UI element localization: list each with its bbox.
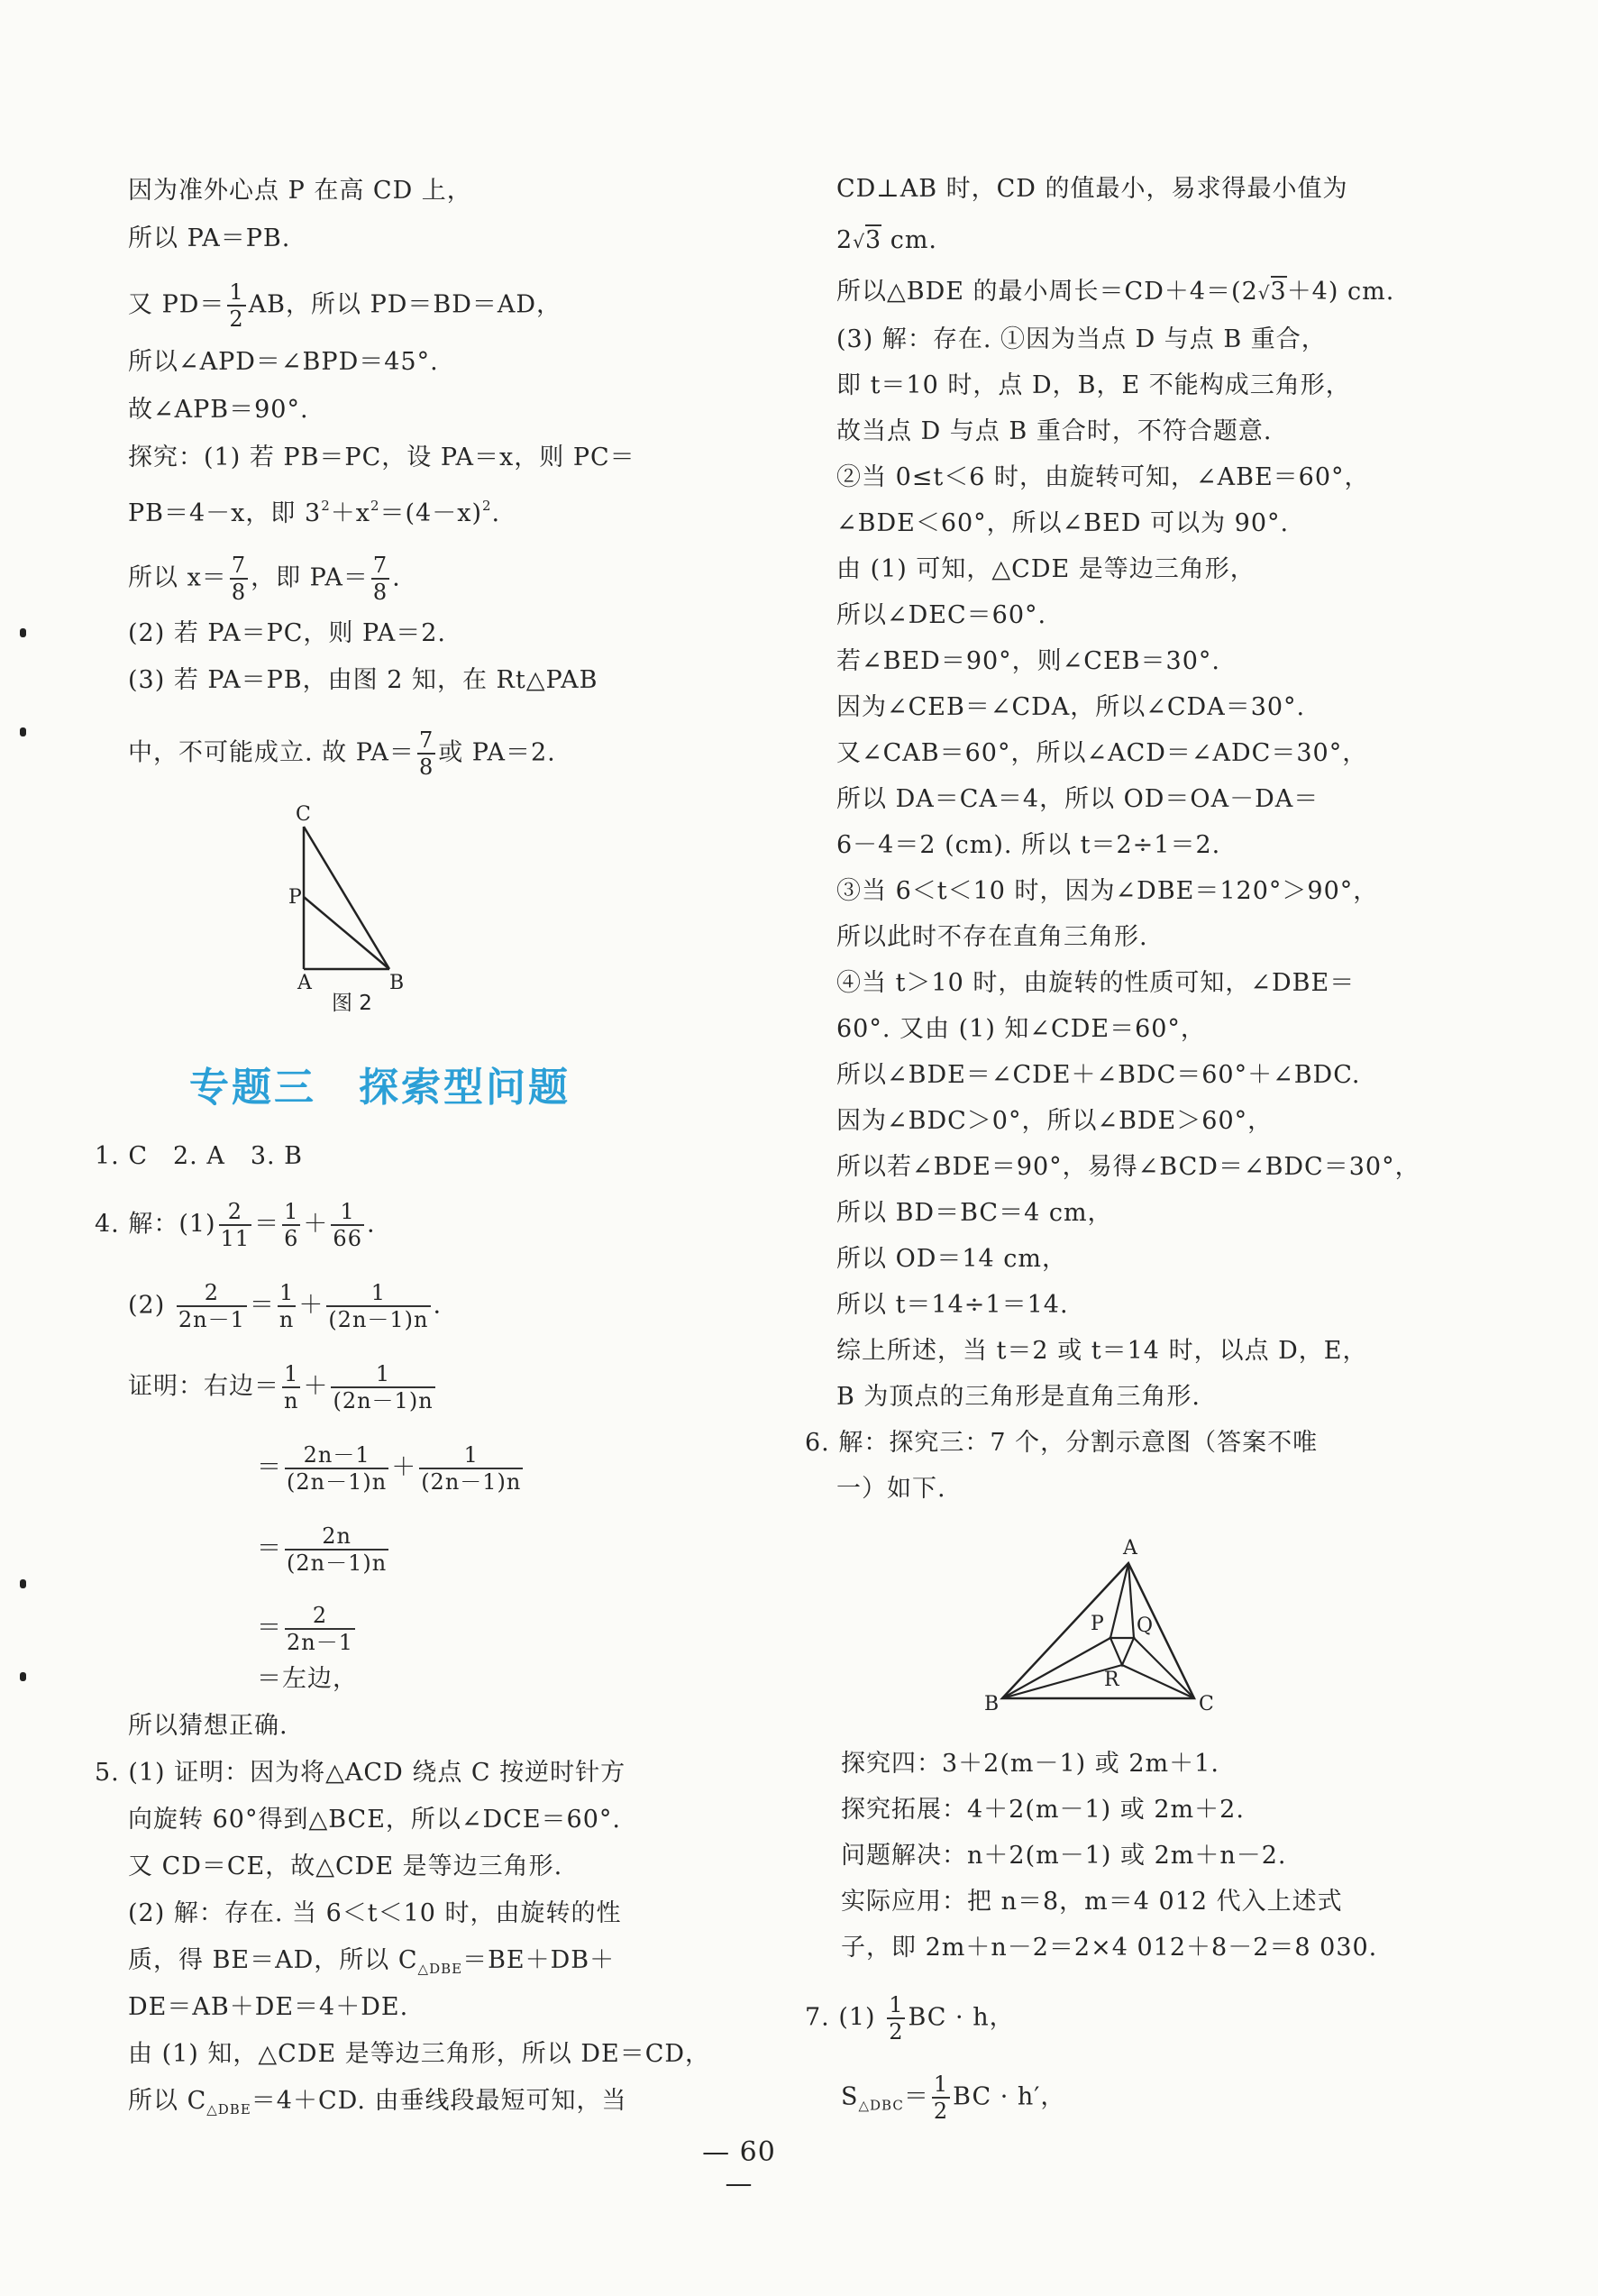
text-line: 探究四：3＋2(m－1) 或 2m＋1. xyxy=(841,1750,1219,1778)
text-line: 所以 $C_{\triangle DBE}=4+CD$. 由垂线段最短可知，当 xyxy=(128,2087,627,2118)
fraction: $\frac{2}{11}$ xyxy=(220,1199,251,1251)
text-line: 2√3 cm. xyxy=(836,226,938,254)
text-line: 若∠BED＝90°，则∠CEB＝30°. xyxy=(836,647,1220,675)
fraction: $\frac{1}{(2n-1)n}$ xyxy=(421,1442,522,1495)
text-line: (3) 若 PA＝PB，由图 2 知，在 Rt△PAB xyxy=(128,666,598,694)
text-line: 因为∠BDC＞0°，所以∠BDE＞60°， xyxy=(836,1107,1274,1135)
text-line: ＝左边， xyxy=(257,1665,358,1693)
text-line: (2) 解：存在. 当 6＜t＜10 时，由旋转的性 xyxy=(128,1899,622,1927)
text-line: 所以∠DEC＝60°. xyxy=(836,601,1047,629)
text-line: 所以 DA＝CA＝4，所以 OD＝OA－DA＝ xyxy=(836,785,1319,813)
text-line: 中，不可能成立. 故 PA＝ $\frac{7}{8}$ 或 PA＝2. xyxy=(128,727,556,780)
text-line: ②当 0≤t＜6 时，由旋转可知，∠ABE＝60°， xyxy=(836,463,1370,491)
fraction: $\frac{1}{(2n-1)n}$ xyxy=(328,1280,429,1332)
text-line: 实际应用：把 n＝8，m＝4 012 代入上述式 xyxy=(841,1888,1343,1916)
fraction: $\frac{7}{8}$ xyxy=(418,727,434,780)
label-B: B xyxy=(389,972,405,994)
text-line: 向旋转 60°得到△BCE，所以∠DCE＝60°. xyxy=(128,1806,621,1834)
text-line: ＝ $\frac{2}{2n-1}$ xyxy=(257,1603,353,1655)
text-line: ∠BDE＜60°，所以∠BED 可以为 90°. xyxy=(836,509,1290,537)
margin-mark xyxy=(20,1672,26,1681)
fraction: $\frac{1}{n}$ xyxy=(279,1280,295,1332)
figure-2 xyxy=(270,798,433,1023)
fraction: $\frac{2}{2n-1}$ xyxy=(287,1603,353,1655)
text-line: 所以猜想正确. xyxy=(128,1712,288,1740)
text-line: 60°. 又由 (1) 知∠CDE＝60°， xyxy=(836,1015,1206,1043)
text-line: ④当 t＞10 时，由旋转的性质可知，∠DBE＝ xyxy=(836,969,1356,997)
fraction: $\frac{1}{(2n-1)n}$ xyxy=(333,1361,434,1413)
text-line: 子，即 2m＋n－2＝2×4 012＋8－2＝8 030. xyxy=(841,1934,1378,1962)
text-line: ＝ $\frac{2n-1}{(2n-1)n}$ ＋ $\frac{1}{(2n-1)n}$ xyxy=(257,1442,522,1495)
text-line: 5. (1) 证明：因为将△ACD 绕点 C 按逆时针方 xyxy=(95,1759,626,1787)
fraction: $\frac{2}{2n-1}$ xyxy=(178,1280,245,1332)
text-line: 探究：(1) 若 PB＝PC，设 PA＝x，则 PC＝ xyxy=(128,444,635,471)
text-line: 探究拓展：4＋2(m－1) 或 2m＋2. xyxy=(841,1796,1245,1824)
margin-mark xyxy=(20,1579,26,1588)
fraction: $\frac{1}{2}$ xyxy=(229,279,244,332)
text-line: 又 PD＝ $\frac{1}{2}$ AB，所以 PD＝BD＝AD， xyxy=(128,279,562,332)
fraction: $\frac{2n}{(2n-1)n}$ xyxy=(287,1523,388,1576)
text-line: 由 (1) 知，△CDE 是等边三角形，所以 DE＝CD， xyxy=(128,2040,711,2068)
segment-CR xyxy=(1122,1665,1194,1698)
text-line: B 为顶点的三角形是直角三角形. xyxy=(836,1383,1201,1411)
text-line: DE＝AB＋DE＝4＋DE. xyxy=(128,1993,409,2021)
text-line: (2) $\frac{2}{2n-1}$ ＝ $\frac{1}{n}$ ＋ $\frac{1}{(2n-1)n}$ . xyxy=(128,1280,443,1332)
text-line: PB＝4－x，即 $3^2+x^2=(4-x)^2$. xyxy=(128,498,501,527)
text-line: 7. (1) $\frac{1}{2}$ BC · h， xyxy=(805,1992,1015,2044)
text-line: $S_{\triangle DBC}=$ $\frac{1}{2}$ BC · h′， xyxy=(841,2072,1066,2124)
text-line: (3) 解：存在. ①因为当点 D 与点 B 重合， xyxy=(836,325,1327,353)
label-C: C xyxy=(296,803,311,826)
triangle-partition-figure xyxy=(973,1525,1235,1719)
segment-BP xyxy=(1002,1638,1110,1698)
label-A: A xyxy=(297,972,312,994)
margin-mark xyxy=(20,628,26,637)
text-line: 所以 t＝14÷1＝14. xyxy=(836,1291,1069,1319)
figure-caption: 图 2 xyxy=(332,992,372,1015)
text-line: 因为∠CEB＝∠CDA，所以∠CDA＝30°. xyxy=(836,693,1306,721)
text-line: 所以 PA＝PB. xyxy=(128,224,291,252)
section-heading: 专题三 探索型问题 xyxy=(189,1065,571,1111)
text-line: 一）如下. xyxy=(836,1475,946,1503)
text-line: 证明：右边＝ $\frac{1}{n}$ ＋ $\frac{1}{(2n-1)n}$ xyxy=(128,1361,434,1413)
fraction: $\frac{1}{2}$ xyxy=(889,1992,904,2044)
text-line: 1. C 2. A 3. B xyxy=(95,1142,304,1170)
label-P: P xyxy=(288,886,302,909)
page-number: — 60 — xyxy=(702,2136,776,2200)
margin-mark xyxy=(20,727,26,736)
fraction: $\frac{1}{2}$ xyxy=(933,2072,949,2124)
label-B: B xyxy=(984,1693,1000,1715)
fraction: $\frac{7}{8}$ xyxy=(231,553,247,605)
fraction: $\frac{1}{6}$ xyxy=(284,1199,299,1251)
text-line: 所以此时不存在直角三角形. xyxy=(836,923,1148,951)
segment-PB xyxy=(304,897,389,969)
inner-triangle-PQR xyxy=(1110,1638,1134,1665)
text-line: ③当 6＜t＜10 时，因为∠DBE＝120°＞90°， xyxy=(836,877,1379,905)
text-line: 综上所述，当 t＝2 或 t＝14 时，以点 D，E， xyxy=(836,1337,1368,1365)
text-line: 所以 x＝ $\frac{7}{8}$ ，即 PA＝ $\frac{7}{8}$ . xyxy=(128,553,401,605)
text-line: 所以 BD＝BC＝4 cm， xyxy=(836,1199,1113,1227)
label-Q: Q xyxy=(1137,1615,1154,1637)
label-C: C xyxy=(1199,1693,1214,1715)
text-line: 故当点 D 与点 B 重合时，不符合题意. xyxy=(836,417,1273,445)
label-P: P xyxy=(1091,1613,1104,1635)
text-line: 又 CD＝CE，故△CDE 是等边三角形. xyxy=(128,1852,563,1880)
text-line: 故∠APB＝90°. xyxy=(128,396,309,424)
segment-CQ xyxy=(1134,1638,1194,1698)
text-line: 6. 解：探究三：7 个，分割示意图（答案不唯 xyxy=(805,1429,1319,1457)
label-R: R xyxy=(1104,1669,1119,1691)
segment-CB xyxy=(304,827,389,969)
text-line: CD⊥AB 时，CD 的值最小，易求得最小值为 xyxy=(836,175,1348,203)
text-line: 因为准外心点 P 在高 CD 上， xyxy=(128,177,472,205)
text-line: 所以若∠BDE＝90°，易得∠BCD＝∠BDC＝30°， xyxy=(836,1153,1420,1181)
text-line: 4. 解：(1) $\frac{2}{11}$ ＝ $\frac{1}{6}$ ＋ $\frac{1}{66}$ . xyxy=(95,1199,376,1251)
text-line: 质，得 BE＝AD，所以 $C_{\triangle DBE}=BE+DB+$ xyxy=(128,1946,616,1977)
fraction: $\frac{7}{8}$ xyxy=(372,553,388,605)
text-line: 又∠CAB＝60°，所以∠ACD＝∠ADC＝30°， xyxy=(836,739,1368,767)
text-line: 6－4＝2 (cm). 所以 t＝2÷1＝2. xyxy=(836,831,1221,859)
fraction: $\frac{1}{66}$ xyxy=(333,1199,362,1251)
text-line: 所以 OD＝14 cm， xyxy=(836,1245,1068,1273)
fraction: $\frac{1}{n}$ xyxy=(284,1361,299,1413)
text-line: (2) 若 PA＝PC，则 PA＝2. xyxy=(128,619,446,647)
text-line: 所以∠BDE＝∠CDE＋∠BDC＝60°＋∠BDC. xyxy=(836,1061,1361,1089)
text-line: 即 t＝10 时，点 D，B，E 不能构成三角形， xyxy=(836,371,1351,399)
label-A: A xyxy=(1123,1537,1137,1560)
text-line: 由 (1) 可知，△CDE 是等边三角形， xyxy=(836,555,1256,583)
text-line: 所以△BDE 的最小周长＝CD＋4＝(2√3＋4) cm. xyxy=(836,278,1395,306)
fraction: $\frac{2n-1}{(2n-1)n}$ xyxy=(287,1442,388,1495)
text-line: ＝ $\frac{2n}{(2n-1)n}$ xyxy=(257,1523,388,1576)
text-line: 所以∠APD＝∠BPD＝45°. xyxy=(128,348,439,376)
text-line: 问题解决：n＋2(m－1) 或 2m＋n－2. xyxy=(841,1842,1287,1870)
